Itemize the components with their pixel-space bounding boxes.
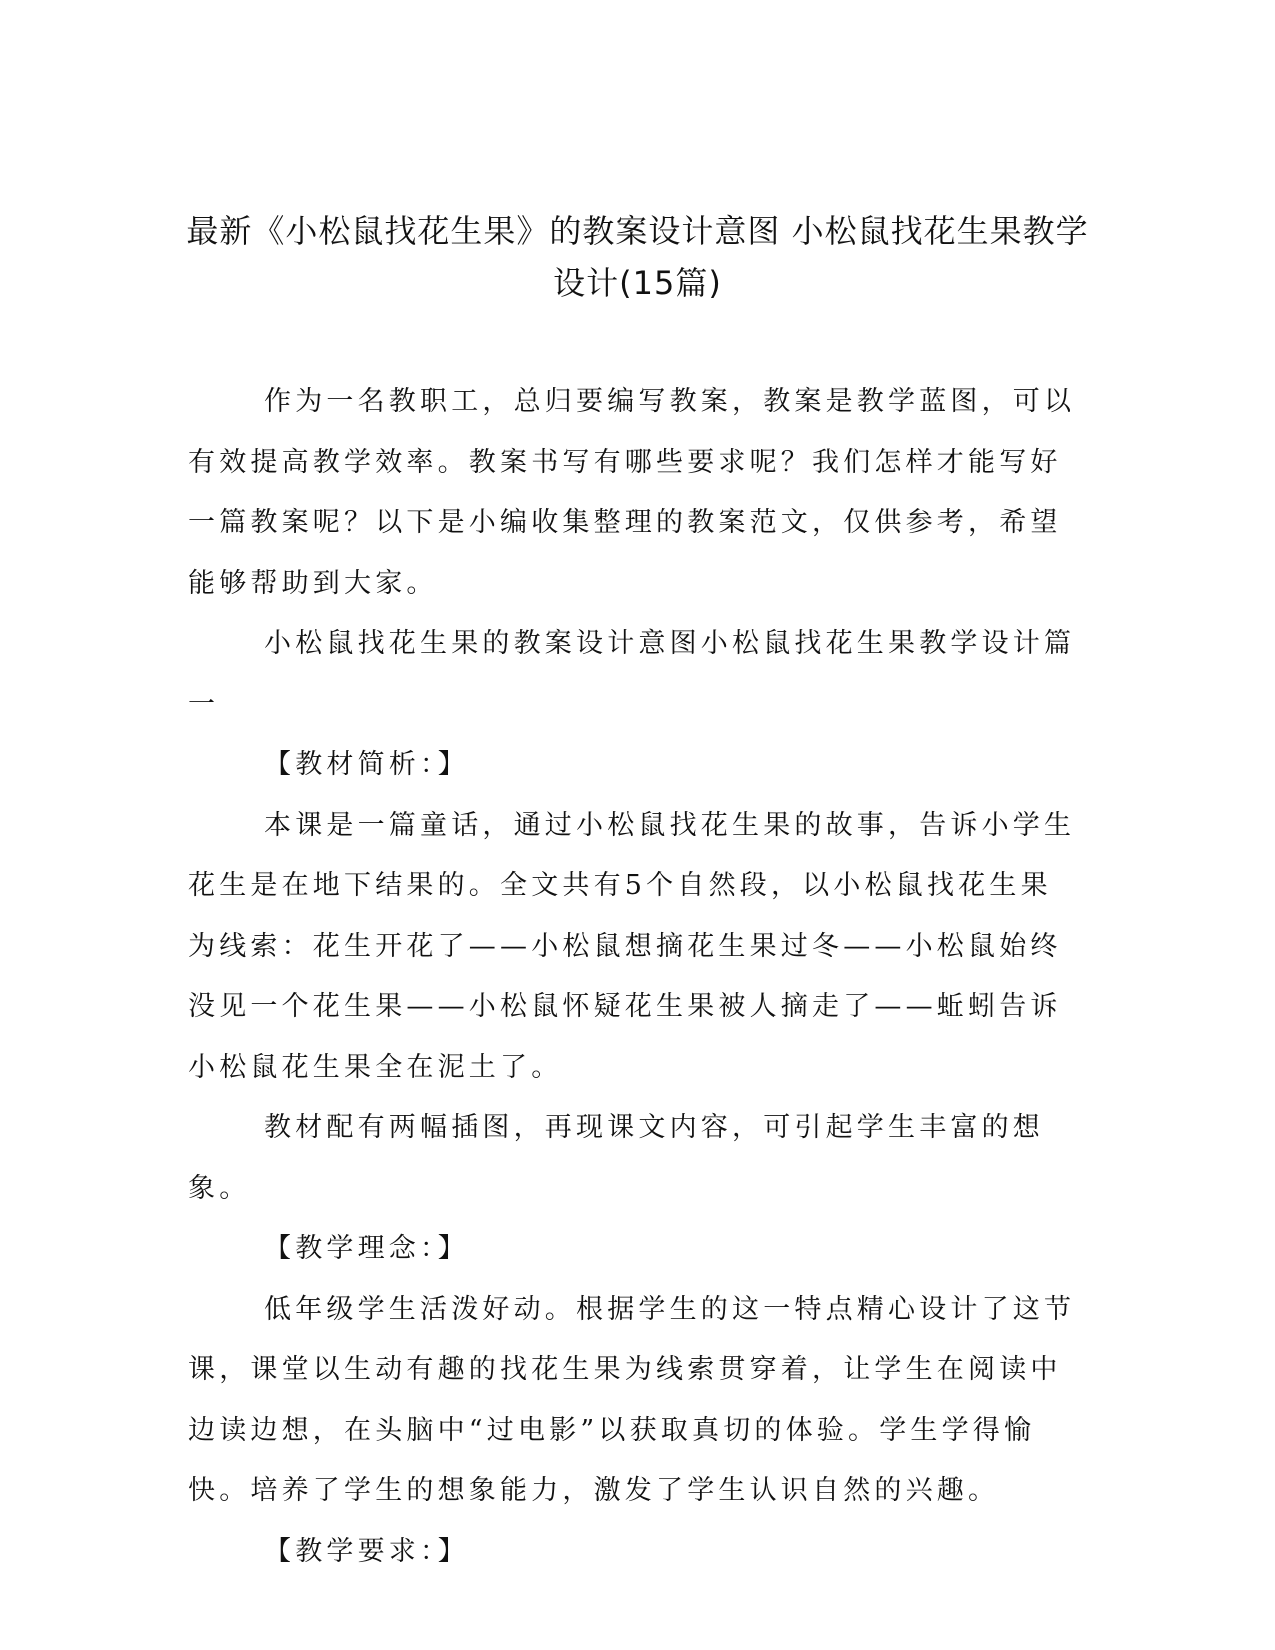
section-heading: 小松鼠找花生果的教案设计意图小松鼠找花生果教学设计篇一 xyxy=(188,628,1076,720)
teaching-philosophy-heading: 【教学理念：】 xyxy=(264,1233,469,1264)
document-title: 最新《小松鼠找花生果》的教案设计意图 小松鼠找花生果教学设计(15篇) xyxy=(186,212,1089,302)
teaching-requirements-heading: 【教学要求：】 xyxy=(264,1535,469,1567)
textbook-analysis-heading: 【教材简析：】 xyxy=(264,749,469,780)
illustrations-paragraph: 教材配有两幅插图，再现课文内容，可引起学生丰富的想象。 xyxy=(188,1112,1044,1204)
textbook-analysis-paragraph: 本课是一篇童话，通过小松鼠找花生果的故事，告诉小学生花生是在地下结果的。全文共有5个自然段，以小松鼠找花生果为线索：花生开花了——小松鼠想摘花生果过冬——小松鼠始终没见一个花生果——小松鼠怀疑花生果被人摘走了——蚯蚓告诉小松鼠花生果全在泥土了。 xyxy=(188,809,1076,1083)
document-body xyxy=(188,372,1078,1582)
intro-paragraph: 作为一名教职工，总归要编写教案，教案是教学蓝图，可以有效提高教学效率。教案书写有哪些要求呢？我们怎样才能写好一篇教案呢？以下是小编收集整理的教案范文，仅供参考，希望能够帮助到大家。 xyxy=(188,386,1076,599)
teaching-philosophy-paragraph: 低年级学生活泼好动。根据学生的这一特点精心设计了这节课，课堂以生动有趣的找花生果为线索贯穿着，让学生在阅读中边读边想，在头脑中“过电影”以获取真切的体验。学生学得愉快。培养了学生的想象能力，激发了学生认识自然的兴趣。 xyxy=(188,1293,1076,1506)
